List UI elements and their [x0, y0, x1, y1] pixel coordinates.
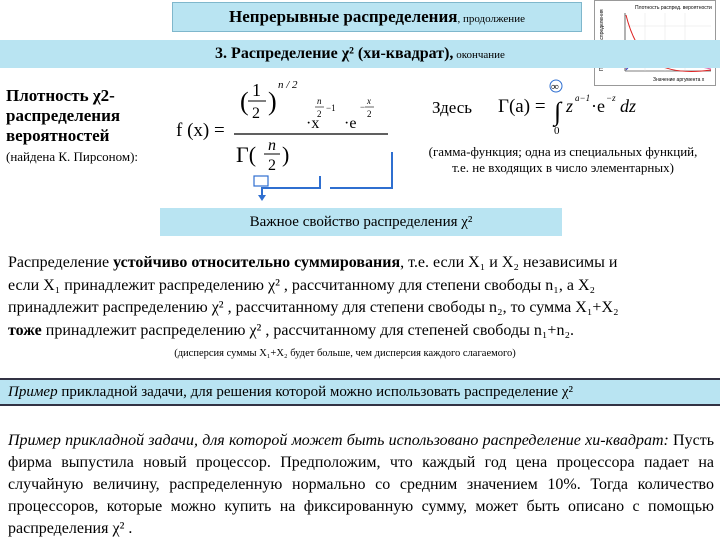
formula-exp-x2: 2	[367, 109, 372, 119]
example-italic: Пример прикладной задачи, для которой может быть использовано распределение хи-квадрат:	[8, 432, 669, 449]
formula-exp-minus1: −1	[326, 103, 336, 113]
formula-lhs: f (x) =	[176, 120, 225, 141]
gamma-dz: dz	[620, 96, 637, 116]
stability-paragraph	[8, 252, 714, 342]
subtitle-suffix: окончание	[453, 49, 505, 61]
para-l3: принадлежит распределению χ² , рассчитанному для степени свободы n₂, то сумма X₁+X₂	[8, 299, 619, 316]
title-suffix: , продолжение	[457, 13, 525, 25]
gamma-exp2: −z	[606, 93, 616, 103]
formula-exp-n: n	[317, 96, 322, 106]
example-rest: Пусть фирма выпустила новый процессор. Предположим, что каждый год цена процессора падает на случайную величину, распределенную нормально со средним значением 10%. Тогда количество процессоров, которые можно купить на фиксированную сумму, может быть описано с помощью распределения χ² .	[8, 432, 714, 537]
variance-note: (дисперсия суммы X₁+X₂ будет больше, чем дисперсия каждого слагаемого)	[174, 348, 516, 359]
gamma-e: ·e	[591, 96, 605, 116]
paren-right: )	[268, 87, 277, 116]
formula-exp-x: x	[367, 96, 371, 106]
example-paragraph	[8, 430, 714, 540]
formula-den-gamma: Γ(	[236, 142, 257, 167]
example-heading-rest: прикладной задачи, для решения которой можно использовать распределение χ²	[57, 384, 573, 400]
density-line-3: вероятностей	[6, 126, 110, 145]
property-heading: Важное свойство распределения χ²	[160, 208, 562, 236]
para-l2: если X₁ принадлежит распределению χ² , рассчитанному для степени свободы n₁, а X₂	[8, 276, 596, 294]
formula-num-2: 2	[252, 105, 260, 122]
formula-den-n: n	[268, 137, 276, 154]
para-l1b: устойчиво относительно суммирования	[113, 254, 401, 271]
gamma-upper: ∞	[551, 81, 559, 93]
paren-left: (	[240, 87, 249, 116]
example-heading	[0, 378, 720, 406]
para-l4b: принадлежит распределению χ² , рассчитанному для степеней свободы n₁+n₂.	[41, 321, 575, 339]
density-line-1: Плотность χ2-	[6, 86, 115, 105]
integral-sign: ∫	[554, 97, 562, 126]
gamma-lhs: Γ(a) =	[498, 96, 546, 117]
formula-exp-2: 2	[317, 109, 322, 119]
gamma-note-line-1: (гамма-функция; одна из специальных функций,	[428, 144, 698, 159]
example-heading-italic: Пример	[8, 384, 58, 400]
formula-den-2: 2	[268, 157, 276, 174]
para-l4a: тоже	[8, 321, 42, 339]
formula-e: ·e	[344, 115, 357, 132]
arrow-right-link	[330, 152, 392, 188]
formula-minus: −	[360, 102, 366, 112]
gamma-note-line-2: т.е. не входящих в число элементарных)	[452, 160, 674, 175]
subtitle-main: 3. Распределение χ² (хи-квадрат),	[215, 45, 454, 62]
arrow-gamma-link	[262, 176, 320, 195]
inset-title: Плотность распред. вероятности	[635, 5, 712, 11]
para-l1c: , т.е. если X₁ и X₂ независимы и	[400, 254, 618, 271]
formula-den-close: )	[282, 142, 290, 167]
title-main: Непрерывные распределения	[229, 7, 458, 26]
here-label: Здесь	[432, 98, 473, 117]
gamma-exp1: a−1	[575, 93, 591, 103]
density-line-2: распределения	[6, 106, 121, 125]
para-l1a: Распределение	[8, 254, 114, 271]
inset-xlabel: Значение аргумента х	[653, 77, 705, 83]
gamma-lower: 0	[554, 125, 560, 137]
formula-x: ·x	[306, 115, 320, 132]
formula-num-1: 1	[252, 80, 261, 100]
formula-exp-n2: n / 2	[278, 79, 298, 91]
density-note: (найдена К. Пирсоном):	[6, 149, 139, 164]
gamma-z: z	[566, 96, 574, 116]
